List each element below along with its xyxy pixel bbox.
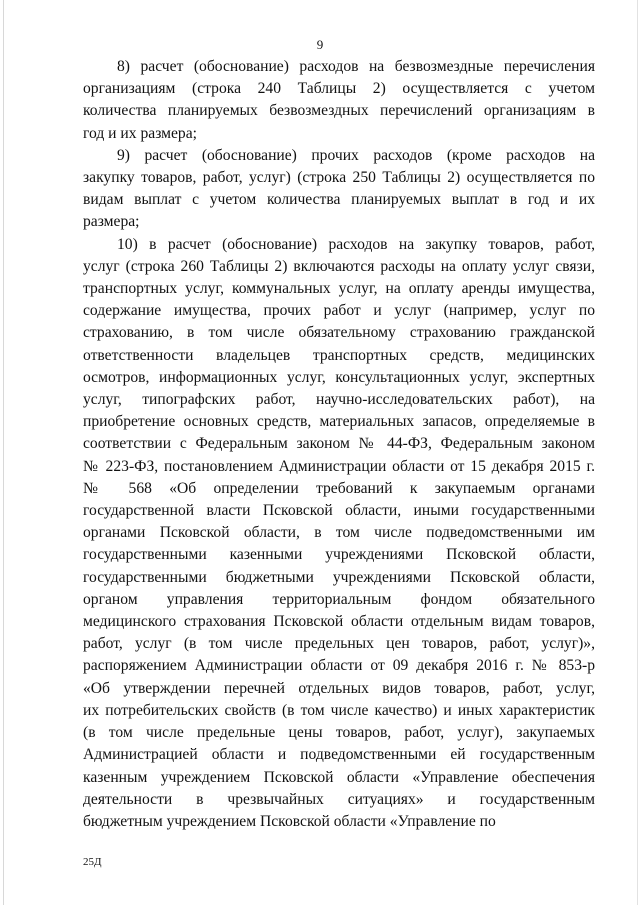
text-line: год и их размера; [83, 124, 197, 142]
document-body [83, 56, 595, 833]
text-line: медицинского страхования Псковской области отдельным видам товаров, [83, 613, 595, 631]
text-line: бюджетным учреждением Псковской области «Управление по [83, 812, 496, 830]
text-line: видам выплат с учетом количества планируемых выплат в год и их [83, 191, 595, 209]
text-line: услуг (строка 260 Таблицы 2) включаются расходы на оплату услуг связи, [83, 257, 595, 275]
text-line: 10) в расчет (обоснование) расходов на закупку товаров, работ, [117, 235, 595, 253]
text-line: работ, услуг (в том числе предельных цен товаров, работ, услуг)», [83, 635, 595, 653]
text-line: их потребительских свойств (в том числе качество) и иных характеристик [83, 701, 595, 719]
text-line: размера; [83, 213, 140, 231]
text-line: страхованию, в том числе обязательному страхованию гражданской [83, 324, 595, 342]
page-number: 9 [316, 37, 324, 52]
text-line: закупку товаров, работ, услуг) (строка 250 Таблицы 2) осуществляется по [83, 169, 595, 187]
scan-edge-right [637, 0, 638, 905]
text-line: Администрацией области и подведомственными ей государственным [83, 746, 595, 764]
text-line: 9) расчет (обоснование) прочих расходов (кроме расходов на [117, 146, 595, 164]
text-line: ответственности владельцев транспортных средств, медицинских [83, 346, 595, 364]
text-line: услуг, типографских работ, научно-исследовательских работ), на [83, 391, 595, 409]
text-line: органами Псковской области, в том числе подведомственными им [83, 524, 595, 542]
scan-edge-left [3, 0, 4, 905]
text-line: государственными бюджетными учреждениями Псковской области, [83, 568, 595, 586]
text-line: соответствии с Федеральным законом № 44-ФЗ, Федеральным законом [83, 435, 595, 453]
text-line: № 223-ФЗ, постановлением Администрации области от 15 декабря 2015 г. [83, 457, 595, 475]
footer-code: 25Д [83, 856, 102, 868]
text-line: государственными казенными учреждениями Псковской области, [83, 546, 595, 564]
text-line: приобретение основных средств, материальных запасов, определяемые в [83, 413, 595, 431]
text-line: «Об утверждении перечней отдельных видов товаров, работ, услуг, [83, 679, 595, 697]
text-line: (в том числе предельные цены товаров, работ, услуг), закупаемых [83, 724, 595, 742]
text-line: 8) расчет (обоснование) расходов на безвозмездные перечисления [117, 58, 595, 75]
text-line: осмотров, информационных услуг, консультационных услуг, экспертных [83, 368, 595, 386]
text-line: организациям (строка 240 Таблицы 2) осуществляется с учетом [83, 80, 595, 98]
text-line: транспортных услуг, коммунальных услуг, на оплату аренды имущества, [83, 280, 595, 298]
paragraph [83, 234, 595, 833]
paragraph [83, 145, 595, 234]
text-line: количества планируемых безвозмездных перечислений организациям в [83, 102, 595, 120]
text-line: государственной власти Псковской области, иными государственными [83, 502, 595, 520]
text-line: содержание имущества, прочих работ и услуг (например, услуг по [83, 302, 595, 320]
text-line: казенным учреждением Псковской области «Управление обеспечения [83, 768, 595, 786]
text-line: органом управления территориальным фондом обязательного [83, 590, 595, 608]
paragraph [83, 56, 595, 145]
text-line: деятельности в чрезвычайных ситуациях» и государственным [83, 790, 595, 808]
text-line: № 568 «Об определении требований к закупаемым органами [83, 479, 595, 497]
text-line: распоряжением Администрации области от 09 декабря 2016 г. № 853-р [83, 657, 595, 675]
